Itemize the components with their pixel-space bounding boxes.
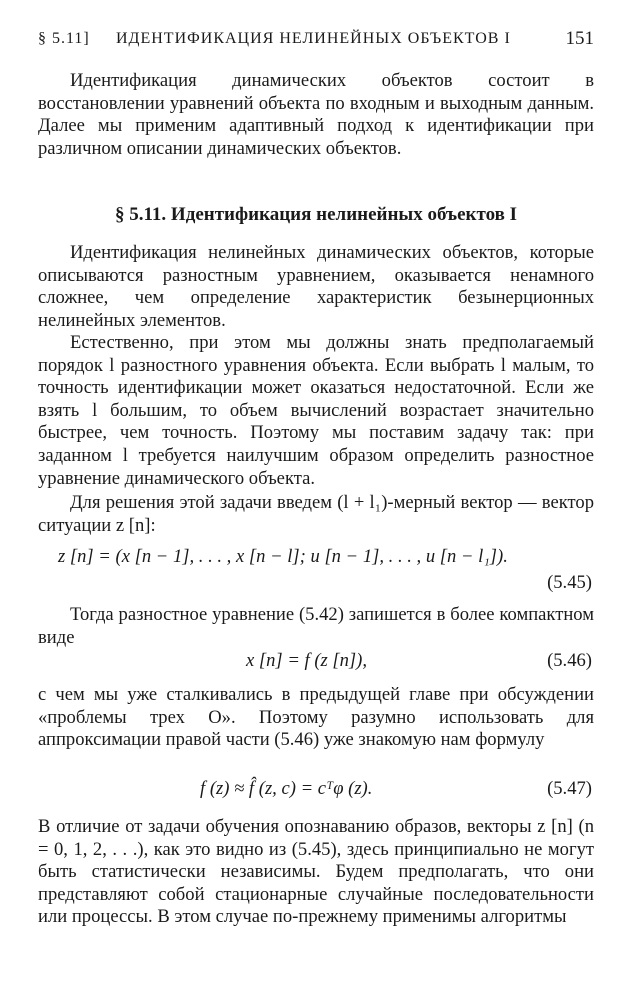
page-number: 151 <box>565 28 594 49</box>
intro-paragraph: Идентификация динамических объектов состоит в восстановлении уравнений объекта по входным и выходным данным. Далее мы применим адаптивный подход к идентификации при различном описании динамических объектов. <box>38 70 594 159</box>
formula-5-47 <box>38 778 594 804</box>
formula-5-45-number: (5.45) <box>547 572 592 593</box>
formula-5-45 <box>38 546 594 596</box>
paragraph-3: Для решения этой задачи введем (l + l₁)-мерный вектор — вектор ситуации z [n]: <box>38 492 594 536</box>
formula-5-47-number: (5.47) <box>547 778 592 799</box>
header-section-ref: § 5.11] <box>38 30 90 47</box>
formula-5-46 <box>38 650 594 676</box>
paragraph-6: В отличие от задачи обучения опознаванию образов, векторы z [n] (n = 0, 1, 2, . . .), как это видно из (5.45), здесь принципиально не могут быть статистически независимы. Будем предполагать, что они представляют собой стационарные случайные последовательности или процессы. В этом случае по-прежнему применимы алгоритмы <box>38 816 594 928</box>
formula-5-46-expression: x [n] = f (z [n]), <box>246 650 368 671</box>
paragraph-5: с чем мы уже сталкивались в предыдущей главе при обсуждении «проблемы трех О». Поэтому разумно использовать для аппроксимации правой части (5.46) уже знакомую нам формулу <box>38 684 594 751</box>
paragraph-4: Тогда разностное уравнение (5.42) запишется в более компактном виде <box>38 604 594 648</box>
header-title: ИДЕНТИФИКАЦИЯ НЕЛИНЕЙНЫХ ОБЪЕКТОВ I <box>116 30 511 47</box>
formula-5-47-expression: f (z) ≈ f̂ (z, c) = cᵀφ (z). <box>200 778 373 799</box>
paragraph-1: Идентификация нелинейных динамических объектов, которые описываются разностным уравнением, оказывается ненамного сложнее, чем определение характеристик безынерционных нелинейных элементов. <box>38 242 594 331</box>
formula-5-45-expression: z [n] = (x [n − 1], . . . , x [n − l]; u [n − 1], . . . , u [n − l₁]). <box>58 546 508 567</box>
paragraph-2: Естественно, при этом мы должны знать предполагаемый порядок l разностного уравнения объекта. Если выбрать l малым, то точность идентификации может оказаться недостаточной. Если же взять l большим, то объем вычислений возрастает значительно быстрее, чем точность. Поэтому мы поставим задачу так: при заданном l требуется наилучшим образом определить разностное уравнение динамического объекта. <box>38 332 594 489</box>
section-heading: § 5.11. Идентификация нелинейных объектов I <box>114 204 518 225</box>
formula-5-46-number: (5.46) <box>547 650 592 671</box>
running-header <box>38 30 594 56</box>
